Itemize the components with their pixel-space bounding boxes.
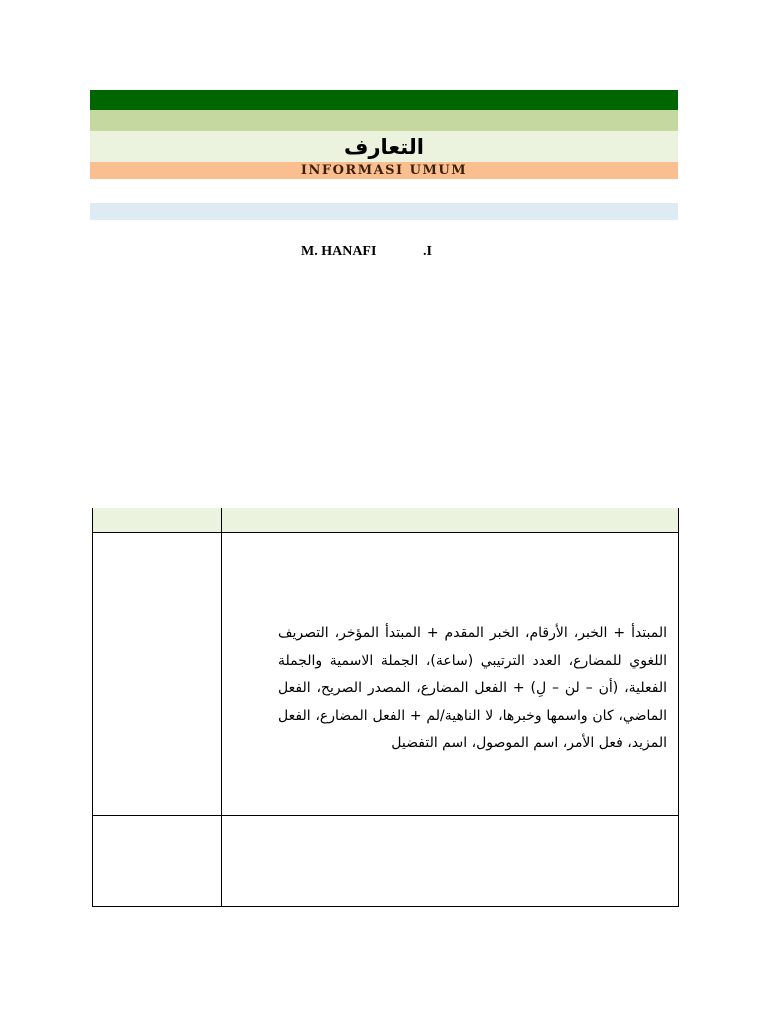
section-number: .I	[423, 244, 432, 259]
table-cell-label	[93, 533, 222, 816]
header-dark-green-band	[90, 90, 678, 110]
table-row	[93, 533, 679, 816]
info-table	[92, 508, 679, 907]
table-header-cell-left	[93, 508, 222, 533]
page-subtitle: INFORMASI UMUM	[300, 163, 468, 178]
blue-divider-band	[90, 203, 678, 220]
table-cell-content	[222, 816, 679, 907]
header-light-green-band	[90, 110, 678, 131]
subtitle-band	[90, 162, 678, 179]
author-name: M. HANAFI	[301, 244, 377, 259]
title-band	[90, 131, 678, 162]
page-title: التعارف	[344, 134, 424, 159]
table-cell-material	[222, 533, 679, 816]
table-row	[93, 816, 679, 907]
author-row	[0, 244, 768, 264]
material-text: المبتدأ + الخبر، الأرقام، الخبر المقدم + المبتدأ المؤخر، التصريف اللغوي للمضارع، العدد الترتيبي (ساعة)، الجملة الاسمية والجملة الفعلية، (أن – لن – لِ) + الفعل المضارع، المصدر الصريح، الفعل الماضي، كان واسمها وخبرها، لا الناهية/لم + الفعل المضارع، الفعل المزيد، فعل الأمر، اسم الموصول، اسم التفضيل	[278, 625, 667, 751]
table-header-row	[93, 508, 679, 533]
table-cell-label	[93, 816, 222, 907]
table-header-cell-right	[222, 508, 679, 533]
